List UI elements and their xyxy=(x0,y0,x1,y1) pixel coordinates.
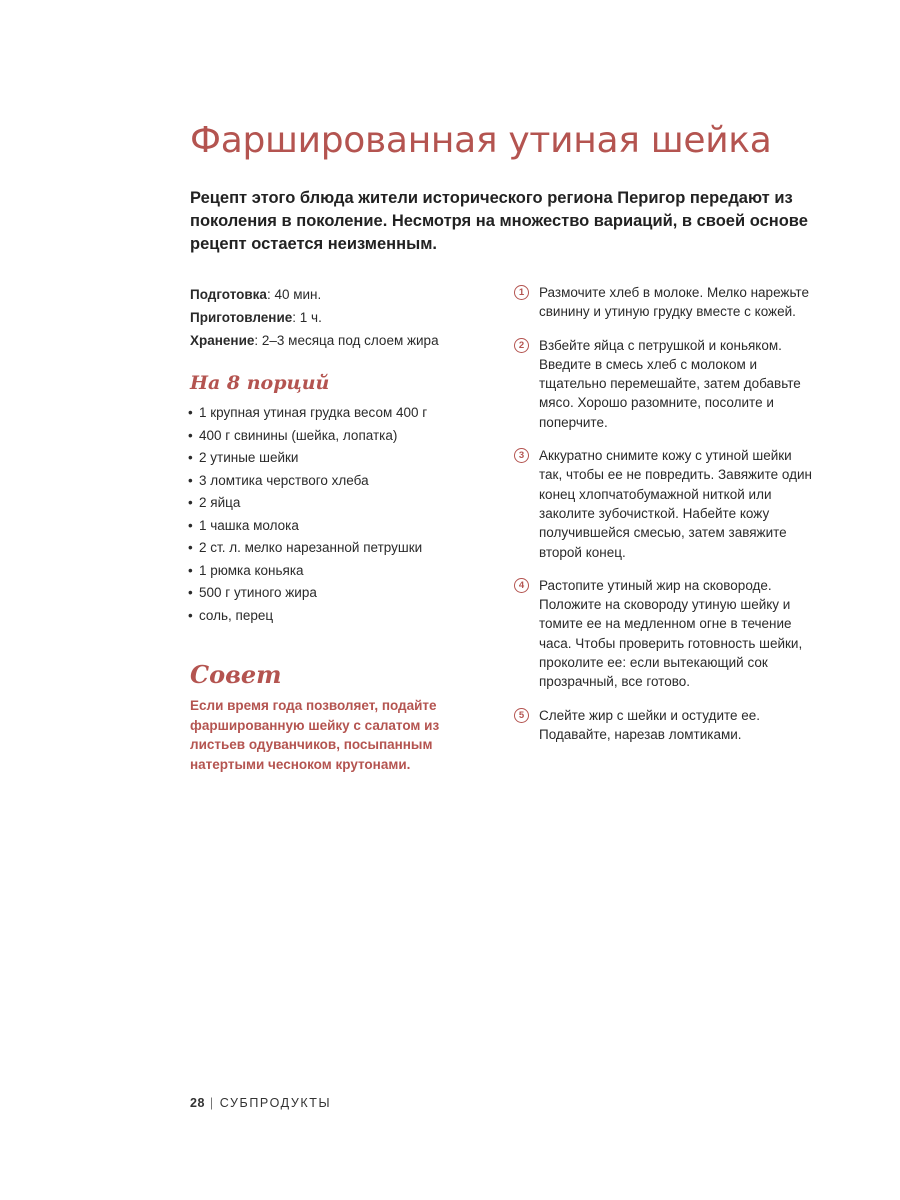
step-text: Растопите утиный жир на сковороде. Положите на сковороду утиную шейку и томите ее на медленном огне в течение часа. Чтобы проверить готовность шейки, проколите ее: если вытекающий сок прозрачный, все готово. xyxy=(539,577,803,690)
servings-heading: На 8 порций xyxy=(190,372,330,394)
step-item xyxy=(514,706,814,745)
step-item xyxy=(514,446,814,562)
step-text: Взбейте яйца с петрушкой и коньяком. Введите в смесь хлеб с молоком и тщательно перемешайте, затем добавьте мясо. Хорошо разомните, посолите и поперчите. xyxy=(539,337,801,430)
storage-value: : 2–3 месяца под слоем жира xyxy=(254,333,439,348)
step-number-badge: 2 xyxy=(514,338,529,353)
footer-separator: | xyxy=(209,1096,215,1110)
ingredient-item: • соль, перец xyxy=(188,605,427,628)
ingredient-item: • 3 ломтика черствого хлеба xyxy=(188,470,427,493)
page-footer xyxy=(190,1096,331,1110)
ingredient-item: • 400 г свинины (шейка, лопатка) xyxy=(188,425,427,448)
tip-text: Если время года позволяет, подайте фаршированную шейку с салатом из листьев одуванчиков, посыпанным натертыми чесноком крутонами. xyxy=(190,698,440,772)
step-number-badge: 1 xyxy=(514,285,529,300)
step-item xyxy=(514,283,814,322)
page-title: Фаршированная утиная шейка xyxy=(190,120,772,161)
step-number-badge: 4 xyxy=(514,578,529,593)
storage xyxy=(190,329,490,352)
prep-time-label: Подготовка xyxy=(190,287,267,302)
ingredient-item: • 1 рюмка коньяка xyxy=(188,560,427,583)
recipe-intro: Рецепт этого блюда жители исторического региона Перигор передают из поколения в поколение. Несмотря на множество вариаций, в своей основе рецепт остается неизменным. xyxy=(190,189,808,253)
storage-label: Хранение xyxy=(190,333,255,348)
recipe-meta xyxy=(190,283,490,352)
ingredients-list xyxy=(188,402,427,627)
step-item xyxy=(514,336,814,432)
ingredient-item: • 2 яйца xyxy=(188,492,427,515)
cook-time-label: Приготовление xyxy=(190,310,293,325)
step-text: Аккуратно снимите кожу с утиной шейки так, чтобы ее не повредить. Завяжите один конец хлопчатобумажной ниткой или заколите зубочисткой. Набейте кожу получившейся смесью, затем завяжите второй конец. xyxy=(539,448,812,560)
page-number: 28 xyxy=(190,1096,205,1110)
prep-time xyxy=(190,283,490,306)
cook-time xyxy=(190,306,490,329)
steps-list xyxy=(514,283,814,744)
ingredient-item: • 2 ст. л. мелко нарезанной петрушки xyxy=(188,537,427,560)
step-item xyxy=(514,576,814,692)
step-number-badge: 3 xyxy=(514,448,529,463)
ingredient-item: • 1 чашка молока xyxy=(188,515,427,538)
section-name: СУБПРОДУКТЫ xyxy=(219,1096,332,1110)
ingredient-item: • 500 г утиного жира xyxy=(188,582,427,605)
prep-time-value: : 40 мин. xyxy=(266,287,322,302)
ingredient-item: • 1 крупная утиная грудка весом 400 г xyxy=(188,402,427,425)
cook-time-value: : 1 ч. xyxy=(292,310,322,325)
ingredient-item: • 2 утиные шейки xyxy=(188,447,427,470)
step-number-badge: 5 xyxy=(514,708,529,723)
step-text: Слейте жир с шейки и остудите ее. Подавайте, нарезав ломтиками. xyxy=(539,707,761,742)
step-text: Размочите хлеб в молоке. Мелко нарежьте свинину и утиную грудку вместе с кожей. xyxy=(539,285,809,320)
tip-heading: Совет xyxy=(190,660,282,689)
